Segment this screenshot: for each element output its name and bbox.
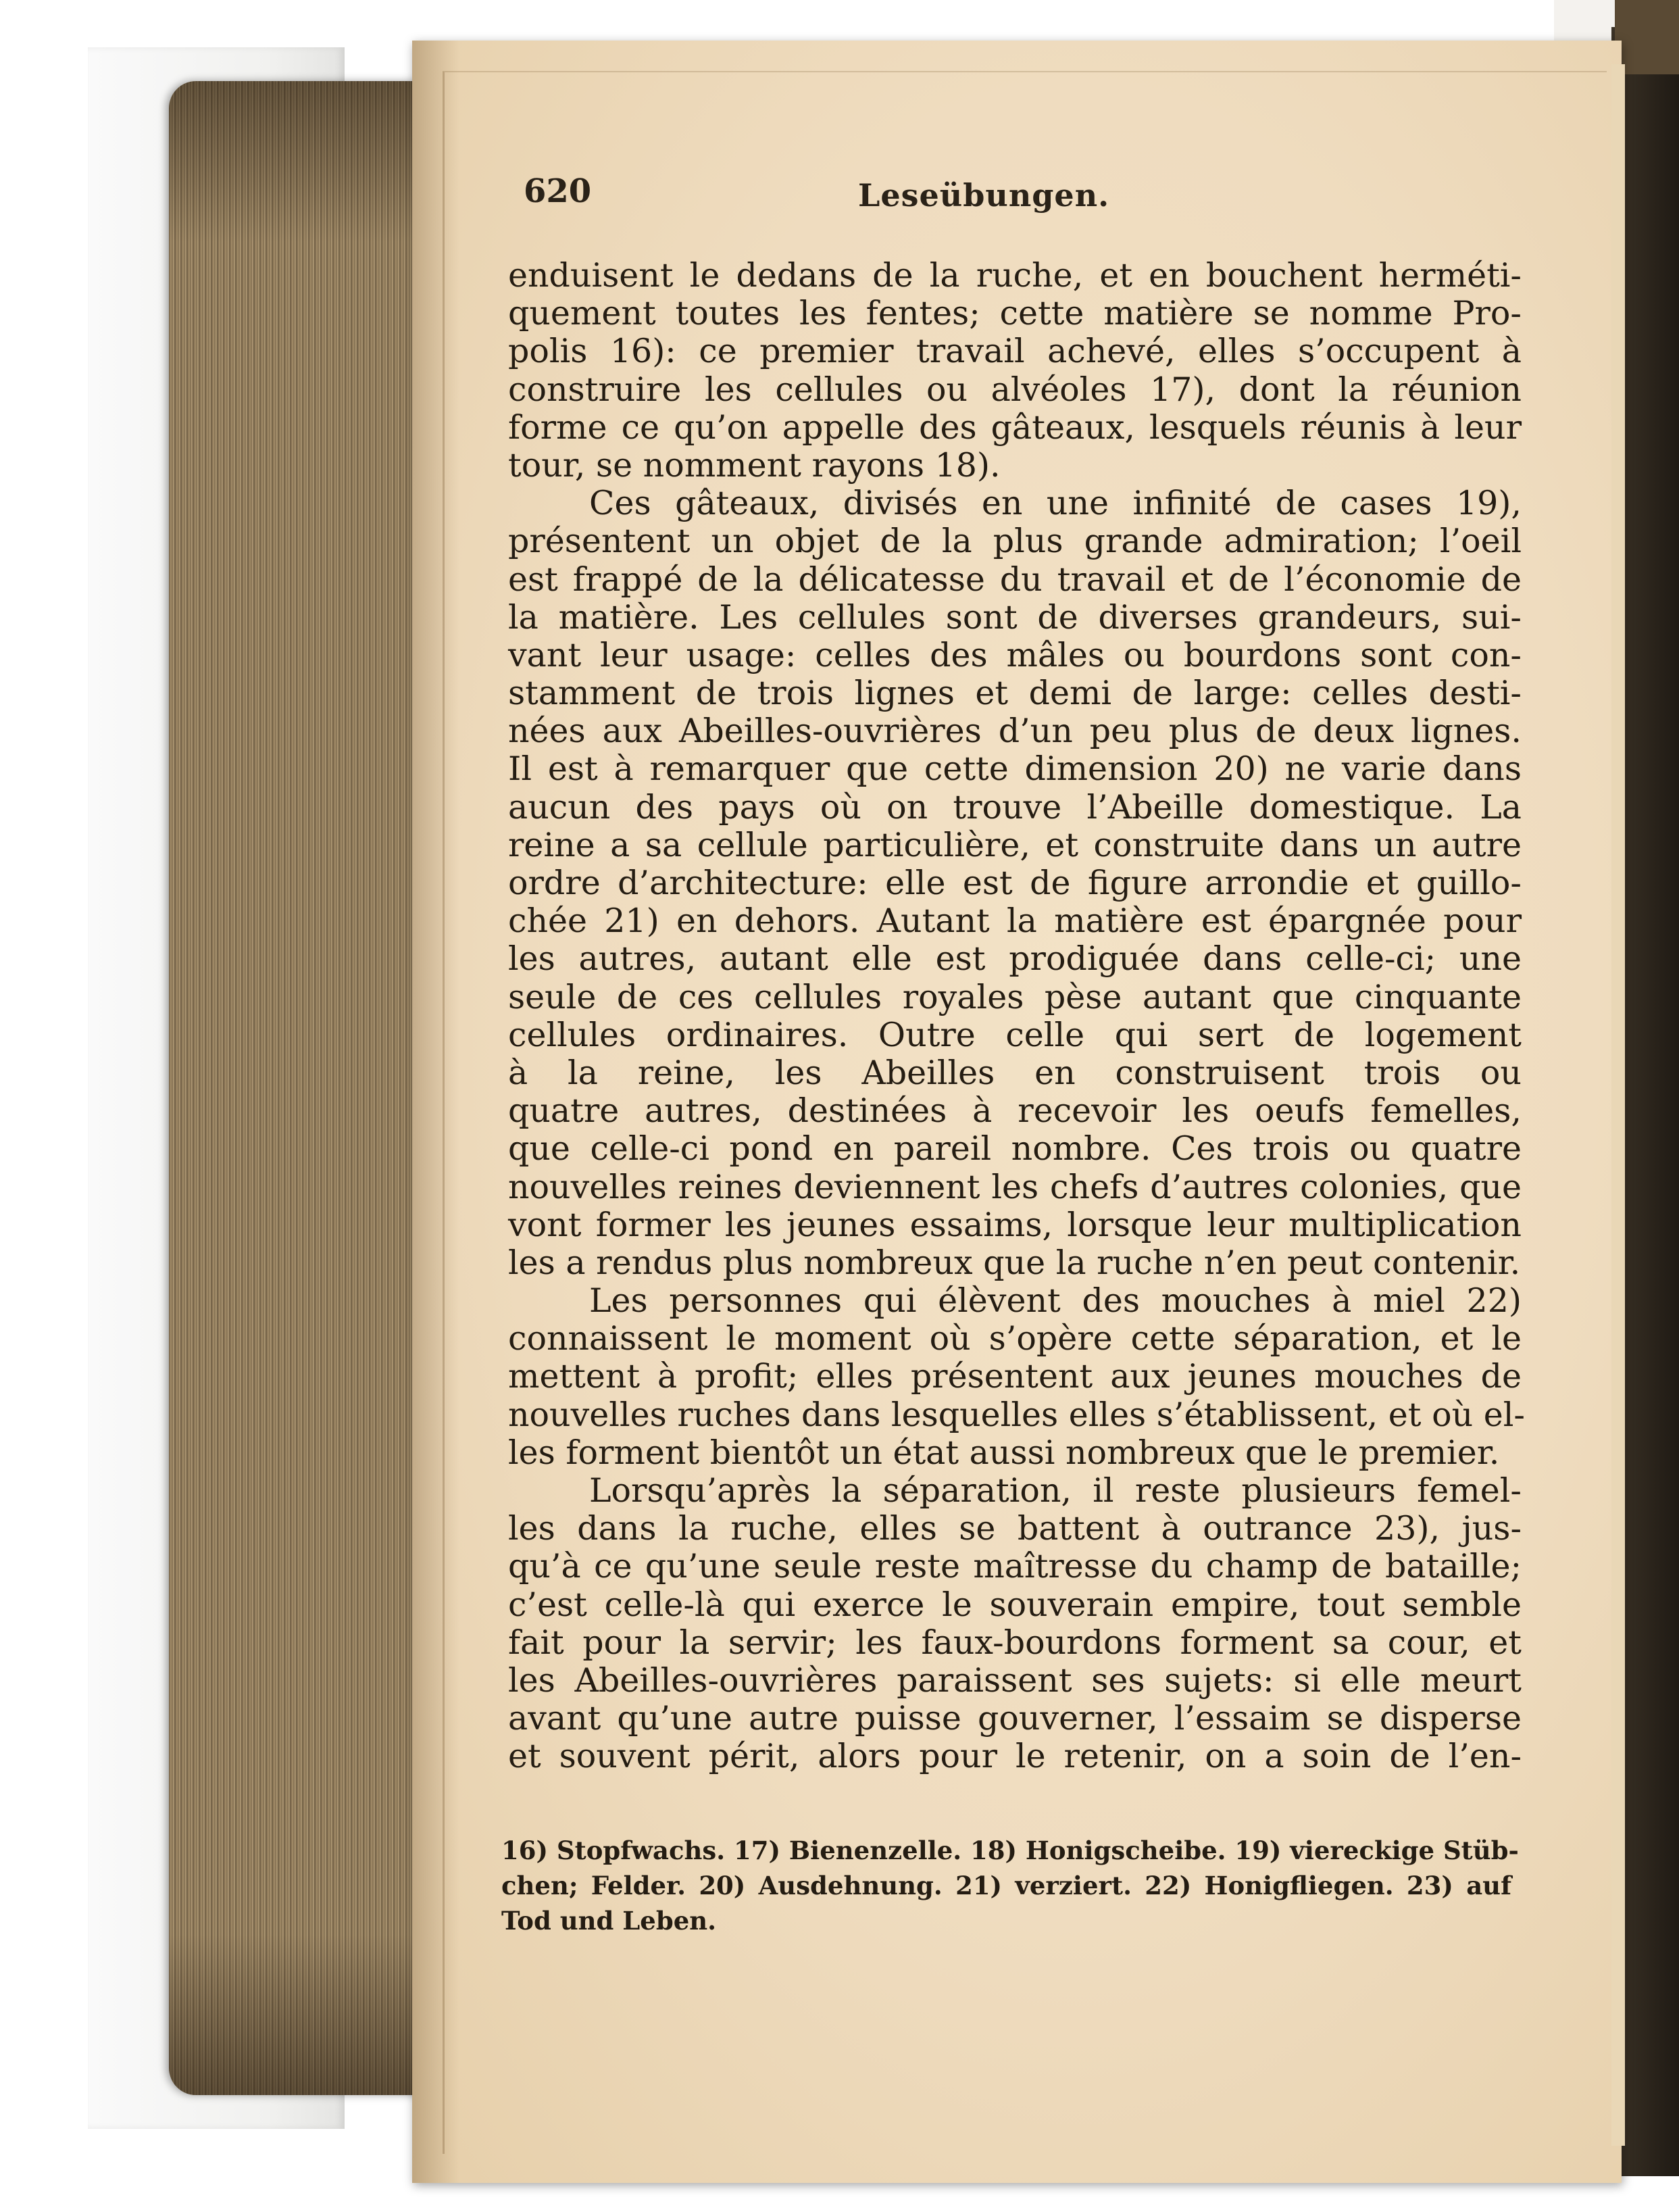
text-line: Les personnes qui élèvent des mouches à miel 22) [589,1281,1522,1321]
text-line: seule de ces cellules royales pèse autant que cinquante [508,977,1522,1016]
text-line: polis 16): ce premier travail achevé, elles s’occupent à [508,332,1522,371]
text-line: avant qu’une autre puisse gouverner, l’essaim se disperse [508,1699,1522,1738]
text-line: fait pour la servir; les faux-bourdons forment sa cour, et [508,1623,1522,1662]
text-line: les Abeilles-ouvrières paraissent ses sujets: si elle meurt [508,1661,1522,1700]
text-line: à la reine, les Abeilles en construisent trois ou [508,1053,1522,1092]
text-line: enduisent le dedans de la ruche, et en bouchent herméti- [508,256,1522,295]
footnotes [501,1833,1519,1938]
text-line: vont former les jeunes essaims, lorsque leur multiplication [508,1205,1522,1244]
text-line: stamment de trois lignes et demi de large: celles desti- [508,674,1522,713]
text-line: tour, se nomment rayons 18). [508,445,1001,485]
text-line: quatre autres, destinées à recevoir les oeufs femelles, [508,1091,1522,1131]
text-line: Lorsqu’après la séparation, il reste plusieurs femel- [589,1471,1522,1510]
text-line: forme ce qu’on appelle des gâteaux, lesquels réunis à leur [508,408,1522,447]
text-line: reine a sa cellule particulière, et construite dans un autre [508,825,1522,864]
text-line: vant leur usage: celles des mâles ou bourdons sont con- [508,635,1522,674]
text-line: chée 21) en dehors. Autant la matière est épargnée pour [508,902,1522,941]
text-line: Ces gâteaux, divisés en une infinité de cases 19), [589,484,1522,523]
book-spine-top [1615,0,1679,74]
text-line: nouvelles ruches dans lesquelles elles s’établissent, et où el- [508,1395,1525,1434]
footnote-line: chen; Felder. 20) Ausdehnung. 21) verziert. 22) Honigfliegen. 23) auf [501,1871,1511,1900]
footnote-line: Tod und Leben. [501,1906,717,1936]
book-edges-shadow [169,81,426,2095]
text-line: nées aux Abeilles-ouvrières d’un peu plus de deux lignes. [508,712,1522,751]
page-number: 620 [524,172,592,210]
footnote-line: 16) Stopfwachs. 17) Bienenzelle. 18) Honigscheibe. 19) viereckige Stüb- [501,1836,1519,1865]
text-line: les a rendus plus nombreux que la ruche n’en peut contenir. [508,1243,1521,1282]
text-line: et souvent périt, alors pour le retenir, on a soin de l’en- [508,1737,1522,1776]
text-line: les forment bientôt un état aussi nombreux que le premier. [508,1433,1500,1472]
text-line: Il est à remarquer que cette dimension 20) ne varie dans [508,749,1522,789]
running-title: Leseübungen. [858,177,1110,214]
text-line: ordre d’architecture: elle est de figure arrondie et guillo- [508,864,1522,902]
text-line: qu’à ce qu’une seule reste maîtresse du champ de bataille; [508,1547,1522,1586]
text-line: aucun des pays où on trouve l’Abeille domestique. La [508,787,1522,827]
facing-page-edge [1611,64,1625,2146]
text-line: présentent un objet de la plus grande admiration; l’oeil [508,522,1522,561]
text-line: construire les cellules ou alvéoles 17), dont la réunion [508,370,1522,409]
text-line: que celle-ci pond en pareil nombre. Ces trois ou quatre [508,1129,1522,1169]
text-line: les dans la ruche, elles se battent à outrance 23), jus- [508,1509,1522,1548]
text-line: connaissent le moment où s’opère cette séparation, et le [508,1319,1522,1358]
text-line: mettent à profit; elles présentent aux jeunes mouches de [508,1357,1522,1396]
text-line: cellules ordinaires. Outre celle qui sert de logement [508,1015,1522,1054]
body-text [508,256,1525,1776]
text-line: nouvelles reines deviennent les chefs d’autres colonies, que [508,1167,1522,1206]
text-line: les autres, autant elle est prodiguée dans celle-ci; une [508,939,1522,979]
text-line: est frappé de la délicatesse du travail et de l’économie de [508,560,1522,599]
text-line: quement toutes les fentes; cette matière se nomme Pro- [508,294,1522,333]
text-line: c’est celle-là qui exerce le souverain empire, tout semble [508,1585,1522,1624]
text-line: la matière. Les cellules sont de diverses grandeurs, sui- [508,597,1522,637]
